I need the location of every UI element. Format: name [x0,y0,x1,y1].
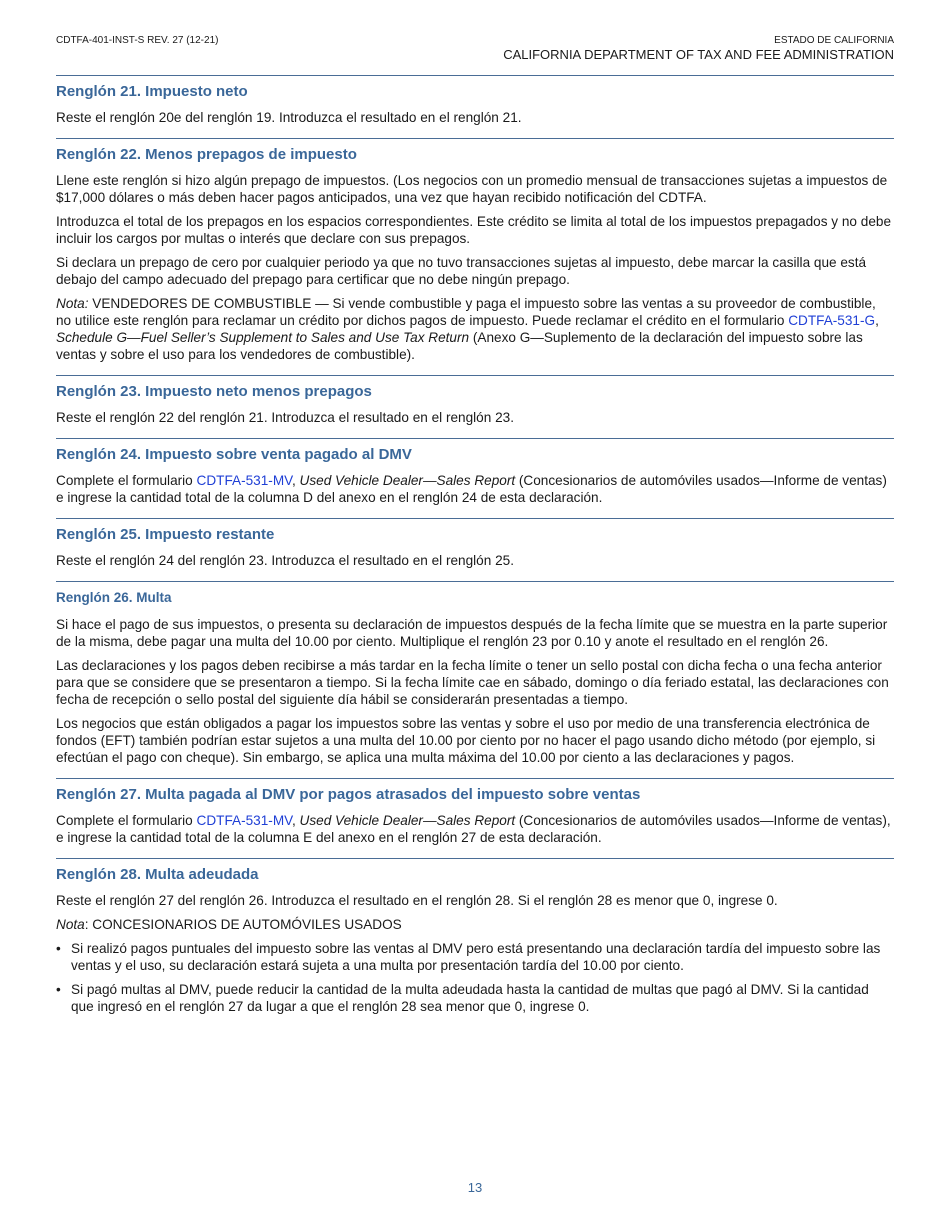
paragraph: Si declara un prepago de cero por cualquier periodo ya que no tuvo transacciones sujetas al impuesto, debe marcar la casilla que está debajo del campo adecuado del prepago para certificar que no debe ningún prepago. [56,255,867,287]
cdtfa-531-mv-link[interactable]: CDTFA-531-MV [196,473,292,488]
note-text: : CONCESIONARIOS DE AUTOMÓVILES USADOS [84,917,402,932]
section-title: Renglón 26. Multa [56,590,172,605]
note-label: Nota: [56,296,89,311]
form-title: Used Vehicle Dealer—Sales Report [299,813,516,828]
paragraph [56,812,894,846]
paragraph: Los negocios que están obligados a pagar los impuestos sobre las ventas y sobre el uso por medio de una transferencia electrónica de fondos (EFT) también podrían estar sujetos a una multa del 10.00 por ciento por no hacer el pago usando dicho método (por ejemplo, si efectúan el pago con cheque). Sin embargo, se aplica una multa máxima del 10.00 por ciento a las declaraciones y pagos. [56,716,876,765]
section-title: Renglón 25. Impuesto restante [56,526,275,543]
section-line-24 [56,438,894,506]
section-title: Renglón 27. Multa pagada al DMV por pagos atrasados del impuesto sobre ventas [56,786,641,803]
section-line-23 [56,375,894,426]
paragraph: Reste el renglón 27 del renglón 26. Introduzca el resultado en el renglón 28. Si el renglón 28 es menor que 0, ingrese 0. [56,893,778,908]
text: (Concesionarios de automóviles usados—Informe de ventas) e ingrese la cantidad total de la columna D del anexo en el renglón 24 de esta declaración. [56,473,887,505]
page-header [56,33,894,63]
section-line-22 [56,138,894,363]
page-number: 13 [467,1180,483,1195]
section-line-21 [56,75,894,126]
state-name: ESTADO DE CALIFORNIA [774,35,894,46]
list-item-text: Si pagó multas al DMV, puede reducir la cantidad de la multa adeudada hasta la cantidad de multas que pagó al DMV. Si la cantidad que ingresó en el renglón 27 da lugar a que el renglón 28 sea menor que 0, ingrese 0. [71,982,869,1014]
list-item-text: Si realizó pagos puntuales del impuesto sobre las ventas al DMV pero está presentando una declaración tardía del impuesto sobre las ventas y el uso, su declaración estará sujeta a una multa por presentación tardía del 10.00 por ciento. [71,941,881,973]
section-title: Renglón 28. Multa adeudada [56,866,259,883]
section-title: Renglón 24. Impuesto sobre venta pagado al DMV [56,446,412,463]
section-line-27 [56,778,894,846]
note-paragraph [56,916,894,933]
bullet-icon: • [56,982,61,997]
cdtfa-531-mv-link[interactable]: CDTFA-531-MV [196,813,292,828]
form-title: Used Vehicle Dealer—Sales Report [299,473,516,488]
paragraph: Las declaraciones y los pagos deben recibirse a más tardar en la fecha límite o tener un sello postal con dicha fecha o una fecha anterior para que se considere que se presentaron a tiempo. Si la fecha límite cae en sábado, domingo o día feriado estatal, las declaraciones con fecha de recepción o sello postal del siguiente día hábil se considerarán presentadas a tiempo. [56,658,889,707]
text: Complete el formulario [56,813,197,828]
paragraph: Introduzca el total de los prepagos en los espacios correspondientes. Este crédito se limita al total de los impuestos prepagados y no debe incluir los cargos por multas o interés que declare con sus prepagos. [56,214,892,246]
text: , [291,473,300,488]
text: , [291,813,300,828]
section-line-26 [56,581,894,766]
list-item [56,981,894,1015]
header-right [503,35,894,63]
note-text: VENDEDORES DE COMBUSTIBLE — Si vende combustible y paga el impuesto sobre las ventas a su proveedor de combustible, no utilice este renglón para reclamar un crédito por dichos pagos de impuesto. Puede reclamar el crédito en el formulario [56,296,876,328]
note-text: (Anexo G—Suplemento de la declaración del impuesto sobre las ventas y sobre el uso para los vendedores de combustible). [56,330,863,362]
form-id: CDTFA-401-INST-S REV. 27 (12-21) [56,35,219,46]
section-title: Renglón 21. Impuesto neto [56,83,248,100]
section-line-25 [56,518,894,569]
document-page [56,33,894,1022]
paragraph: Reste el renglón 24 del renglón 23. Introduzca el resultado en el renglón 25. [56,553,514,568]
paragraph: Reste el renglón 20e del renglón 19. Introduzca el resultado en el renglón 21. [56,110,522,125]
note-text: , [875,313,879,328]
section-title: Renglón 22. Menos prepagos de impuesto [56,146,357,163]
bullet-icon: • [56,941,61,956]
cdtfa-531-g-link[interactable]: CDTFA-531-G [788,313,876,328]
paragraph: Si hace el pago de sus impuestos, o presenta su declaración de impuestos después de la fecha límite que se muestra en la parte superior de la misma, debe pagar una multa del 10.00 por ciento. Multiplique el renglón 23 por 0.10 y anote el resultado en el renglón 26. [56,617,888,649]
paragraph: Llene este renglón si hizo algún prepago de impuestos. (Los negocios con un promedio mensual de transacciones sujetas a impuestos de $17,000 dólares o más deben hacer pagos anticipados, una vez que hayan recibido notificación del CDTFA. [56,173,888,205]
paragraph: Reste el renglón 22 del renglón 21. Introduzca el resultado en el renglón 23. [56,410,514,425]
section-title: Renglón 23. Impuesto neto menos prepagos [56,383,372,400]
text: Complete el formulario [56,473,197,488]
note-label: Nota [56,917,85,932]
note-paragraph [56,295,894,363]
department-name: CALIFORNIA DEPARTMENT OF TAX AND FEE ADMINISTRATION [503,47,894,62]
paragraph [56,472,894,506]
form-title: Schedule G—Fuel Seller’s Supplement to Sales and Use Tax Return [56,330,470,345]
bullet-list [56,940,894,1015]
section-line-28 [56,858,894,1015]
list-item [56,940,894,974]
text: (Concesionarios de automóviles usados—Informe de ventas), e ingrese la cantidad total de la columna E del anexo en el renglón 27 de esta declaración. [56,813,891,845]
